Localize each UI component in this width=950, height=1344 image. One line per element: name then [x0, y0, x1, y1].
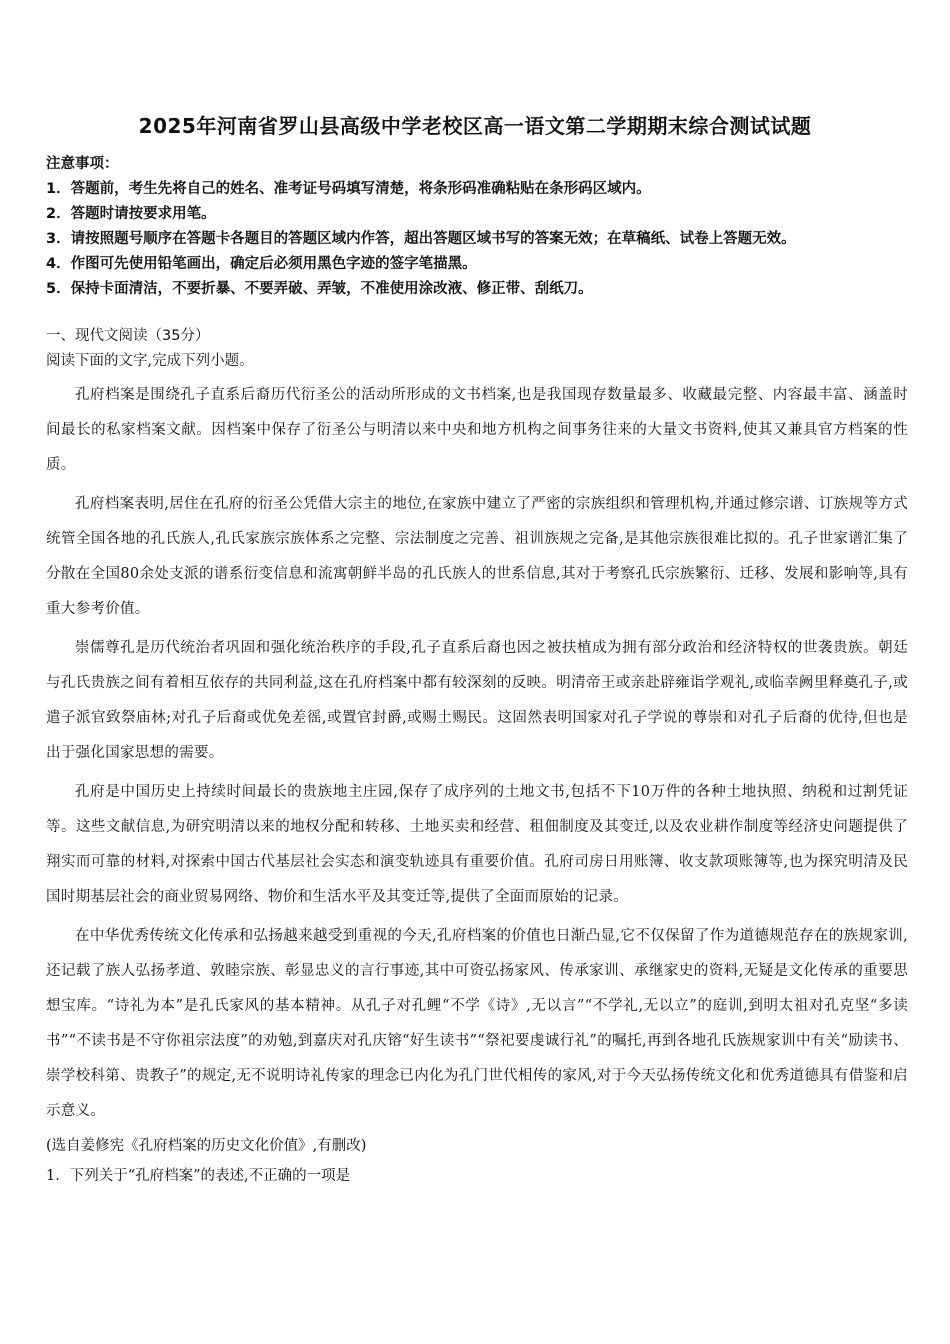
notice-heading: 注意事项：	[46, 156, 119, 172]
question-1: 1．下列关于“孔府档案”的表述,不正确的一项是	[46, 1168, 351, 1184]
exam-title: 2025年河南省罗山县高级中学老校区高一语文第二学期期末综合测试试题	[138, 114, 812, 138]
passage-paragraph: 孔府档案是围绕孔子直系后裔历代衍圣公的活动所形成的文书档案,也是我国现存数量最多、收藏最完整、内容最丰富、涵盖时间最长的私家档案文献。因档案中保存了衍圣公与明清以来中央和地方机构之间事务往来的大量文书资料,使其又兼具官方档案的性质。	[46, 387, 908, 473]
passage-paragraph: 在中华优秀传统文化传承和弘扬越来越受到重视的今天,孔府档案的价值也日渐凸显,它不仅保留了作为道德规范存在的族规家训,还记载了族人弘扬孝道、敦睦宗族、彰显忠义的言行事迹,其中可资弘扬家风、传承家训、承继家史的资料,无疑是文化传承的重要思想宝库。“诗礼为本”是孔氏家风的基本精神。从孔子对孔鲤“不学《诗》,无以言”“不学礼,无以立”的庭训,到明太祖对孔克坚“多读书”“不读书是不守你祖宗法度”的劝勉,到嘉庆对孔庆镕“好生读书”“祭祀要虔诚行礼”的嘱托,再到各地孔氏族规家训中有关“励读书、崇学校科第、贵教子”的规定,无不说明诗礼传家的理念已内化为孔门世代相传的家风,对于今天弘扬传统文化和优秀道德具有借鉴和启示意义。	[46, 928, 908, 1119]
notice-item: 1．答题前，考生先将自己的姓名、准考证号码填写清楚，将条形码准确粘贴在条形码区域内。	[46, 181, 651, 197]
notice-item: 2．答题时请按要求用笔。	[46, 206, 216, 222]
section-heading: 一、现代文阅读（35分）	[46, 328, 210, 344]
notice-item: 5．保持卡面清洁，不要折暴、不要弄破、弄皱，不准使用涂改液、修正带、刮纸刀。	[46, 281, 593, 297]
reading-instruction: 阅读下面的文字,完成下列小题。	[46, 353, 254, 369]
notice-item: 4．作图可先使用铅笔画出，确定后必须用黑色字迹的签字笔描黑。	[46, 256, 477, 272]
notice-item: 3．请按照题号顺序在答题卡各题目的答题区域内作答，超出答题区域书写的答案无效；在草稿纸、试卷上答题无效。	[46, 231, 796, 247]
passage-paragraph: 孔府是中国历史上持续时间最长的贵族地主庄园,保存了成序列的土地文书,包括不下10万件的各种土地执照、纳税和过割凭证等。这些文献信息,为研究明清以来的地权分配和转移、土地买卖和经营、租佃制度及其变迁,以及农业耕作制度等经济史问题提供了翔实而可靠的材料,对探索中国古代基层社会实态和演变轨迹具有重要价值。孔府司房日用账簿、收支款项账簿等,也为探究明清及民国时期基层社会的商业贸易网络、物价和生活水平及其变迁等,提供了全面而原始的记录。	[46, 784, 908, 905]
notice-block	[46, 152, 916, 302]
passage-source: (选自姜修宪《孔府档案的历史文化价值》,有删改)	[46, 1138, 367, 1154]
reading-passage	[46, 349, 908, 1191]
passage-paragraph: 孔府档案表明,居住在孔府的衍圣公凭借大宗主的地位,在家族中建立了严密的宗族组织和管理机构,并通过修宗谱、订族规等方式统管全国各地的孔氏族人,孔氏家族宗族体系之完整、宗法制度之完善、祖训族规之完备,是其他宗族很难比拟的。孔子世家谱汇集了分散在全国80余处支派的谱系衍变信息和流寓朝鲜半岛的孔氏族人的世系信息,其对于考察孔氏宗族繁衍、迁移、发展和影响等,具有重大参考价值。	[46, 496, 908, 617]
passage-paragraph: 崇儒尊孔是历代统治者巩固和强化统治秩序的手段,孔子直系后裔也因之被扶植成为拥有部分政治和经济特权的世袭贵族。朝廷与孔氏贵族之间有着相互依存的共同利益,这在孔府档案中都有较深刻的反映。明清帝王或亲赴辟雍诣学观礼,或临幸阙里释奠孔子,或遣子派官致祭庙林;对孔子后裔或优免差徭,或置官封爵,或赐土赐民。这固然表明国家对孔子学说的尊崇和对孔子后裔的优待,但也是出于强化国家思想的需要。	[46, 640, 908, 761]
